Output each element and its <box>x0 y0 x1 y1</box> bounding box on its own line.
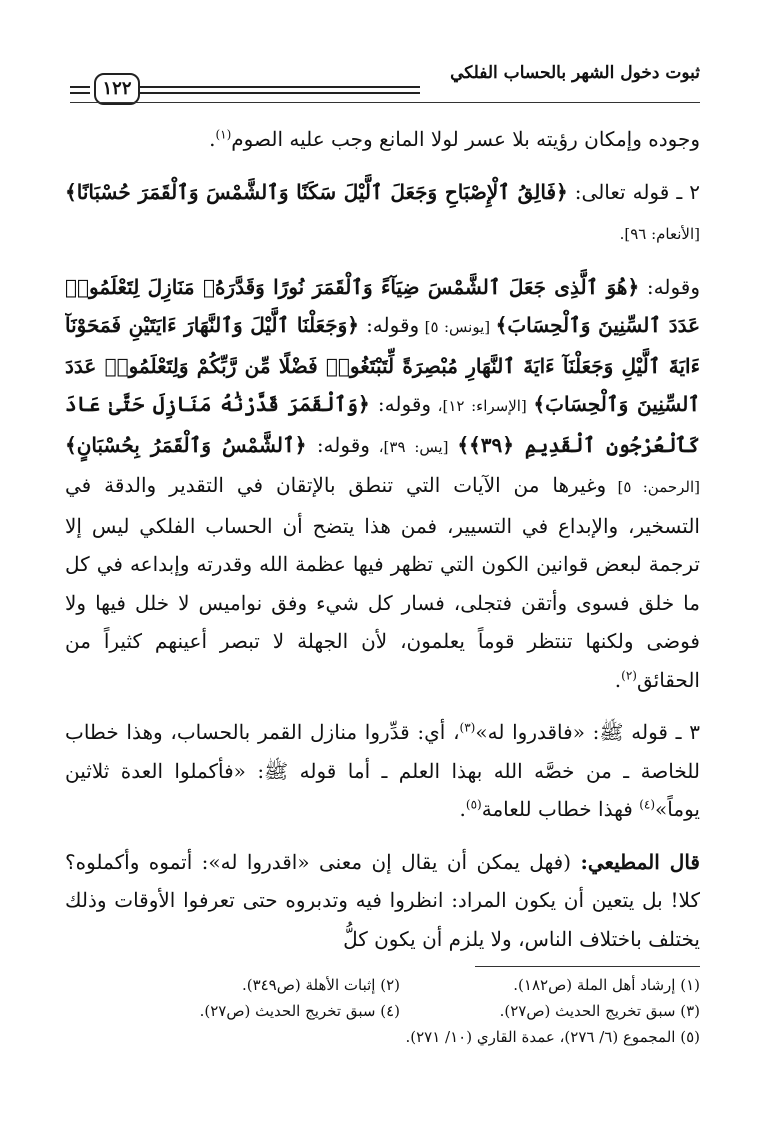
footnote-row <box>65 998 700 1024</box>
footnote-2: (٢) إثبات الأهلة (ص٣٤٩). <box>241 976 400 994</box>
ornament-rule <box>138 86 420 88</box>
paragraph-4 <box>65 713 700 829</box>
page-number-ornament <box>70 77 420 97</box>
paragraph-5 <box>65 843 700 959</box>
quran-verse: ﴿هُوَ ٱلَّذِى جَعَلَ ٱلشَّمْسَ ضِيَآءً وَٱلْقَمَرَ نُورًا وَقَدَّرَهُۥ مَنَازِلَ لِتَعْلَمُوا۟ عَدَدَ ٱلسِّنِينَ وَٱلْحِسَابَ﴾ <box>65 274 700 337</box>
text-span: ، أي: قدِّروا منازل القمر بالحساب، وهذا خطاب للخاصة ـ من خصَّه الله بهذا العلم ـ أما قوله ﷺ: «فأكملوا العدة ثلاثين يوماً» <box>65 720 700 821</box>
verse-reference: [الرحمن: ٥] <box>606 478 700 496</box>
quran-verse: ﴿وَٱلْقَمَرَ قَدَّرْنَٰهُ مَنَازِلَ حَتَّىٰ عَادَ كَٱلْعُرْجُونِ ٱلْقَدِيمِ ﴿٣٩﴾﴾ <box>65 392 700 457</box>
footnotes <box>65 972 700 1050</box>
footnote-ref[interactable]: (٤) <box>639 797 656 812</box>
header-divider <box>70 102 700 103</box>
running-title: ثبوت دخول الشهر بالحساب الفلكي <box>450 63 700 83</box>
verse-reference: [يس: ٣٩]، <box>369 437 458 456</box>
verse-reference: [يونس: ٥] <box>419 318 496 336</box>
footnote-3: (٣) سبق تخريج الحديث (ص٢٧). <box>499 1002 700 1020</box>
footnote-ref[interactable]: (١) <box>215 127 232 142</box>
page-header <box>70 55 700 103</box>
quoted-author: قال المطيعي: <box>580 849 700 874</box>
text-span: (فهل يمكن أن يقال إن معنى «اقدروا له»: أتموه وأكملوه؟ كلا! بل يتعين أن يكون المراد: انظروا فيه وتدبروه حتى تعرفوا الأوقات وذلك يختلف باختلاف الناس، ولا يلزم أن يكون كلُّ <box>65 849 700 951</box>
text-span: . <box>459 797 466 821</box>
text-span: وقوله: <box>639 274 700 299</box>
quran-verse: ﴿ٱلشَّمْسُ وَٱلْقَمَرُ بِحُسْبَانٍ﴾ <box>65 432 307 457</box>
footnote-row <box>65 972 700 998</box>
text-span: وقوله: <box>359 313 420 337</box>
ornament-rule <box>138 92 420 94</box>
text-span: . <box>209 127 216 151</box>
footnote-4: (٤) سبق تخريج الحديث (ص٢٧). <box>199 1002 400 1020</box>
ornament-rule <box>70 86 90 88</box>
footnote-row <box>65 1024 700 1050</box>
verse-reference: [الإسراء: ١٢]، <box>431 397 534 415</box>
text-span: وقوله: <box>369 392 432 416</box>
footnote-ref[interactable]: (٥) <box>465 797 482 812</box>
footnote-divider <box>475 966 700 967</box>
ornament-rule <box>70 92 90 94</box>
verse-reference: [الأنعام: ٩٦]. <box>619 225 700 243</box>
paragraph-3 <box>65 268 700 700</box>
footnote-5: (٥) المجموع (٦/ ٢٧٦)، عمدة القاري (١٠/ ٢٧١). <box>405 1028 700 1046</box>
paragraph-1 <box>65 120 700 159</box>
quran-verse: ﴿وَجَعَلْنَا ٱلَّيْلَ وَٱلنَّهَارَ ءَايَتَيْنِ فَمَحَوْنَآ ءَايَةَ ٱلَّيْلِ وَجَعَلْنَآ ءَايَةَ ٱلنَّهَارِ مُبْصِرَةً لِّتَبْتَغُوا۟ فَضْلًا مِّن رَّبِّكُمْ وَلِتَعْلَمُوا۟ عَدَدَ ٱلسِّنِينَ وَٱلْحِسَابَ﴾ <box>65 313 700 416</box>
text-span: وغيرها من الآيات التي تنطق بالإتقان في التقدير والدقة في التسخير، والإبداع في التسيير، فمن هذا يتضح أن الحساب الفلكي ليس إلا ترجمة لبعض قوانين الكون التي تظهر فيها عظمة الله وقدرته وإبداعه في كل ما خلق فسوى وأتقن فتجلى، فسار كل شيء وفق نواميس لا خلل فيها ولا فوضى ولكنها تنتظر قوماً يعلمون، لأن الجهلة لا تبصر أعينهم كثيراً من الحقائق <box>65 473 700 692</box>
text-span: ٢ ـ قوله تعالى: <box>567 179 700 204</box>
quran-verse: ﴿فَالِقُ ٱلْإِصْبَاحِ وَجَعَلَ ٱلَّيْلَ سَكَنًا وَٱلشَّمْسَ وَٱلْقَمَرَ حُسْبَانًا﴾ <box>65 179 568 204</box>
text-span: ٣ ـ قوله ﷺ: «فاقدروا له» <box>475 720 700 744</box>
footnote-ref[interactable]: (٣) <box>459 720 476 735</box>
footnote-ref[interactable]: (٢) <box>621 667 637 682</box>
text-span: وجوده وإمكان رؤيته بلا عسر لولا المانع وجب عليه الصوم <box>231 127 700 151</box>
text-span: وقوله: <box>306 432 370 457</box>
text-span: . <box>614 667 622 692</box>
text-span: فهذا خطاب للعامة <box>481 797 640 821</box>
footnote-1: (١) إرشاد أهل الملة (ص١٨٢). <box>513 976 700 994</box>
page-number: ١٢٢ <box>94 73 140 105</box>
main-text <box>65 120 700 960</box>
paragraph-2 <box>65 173 700 254</box>
